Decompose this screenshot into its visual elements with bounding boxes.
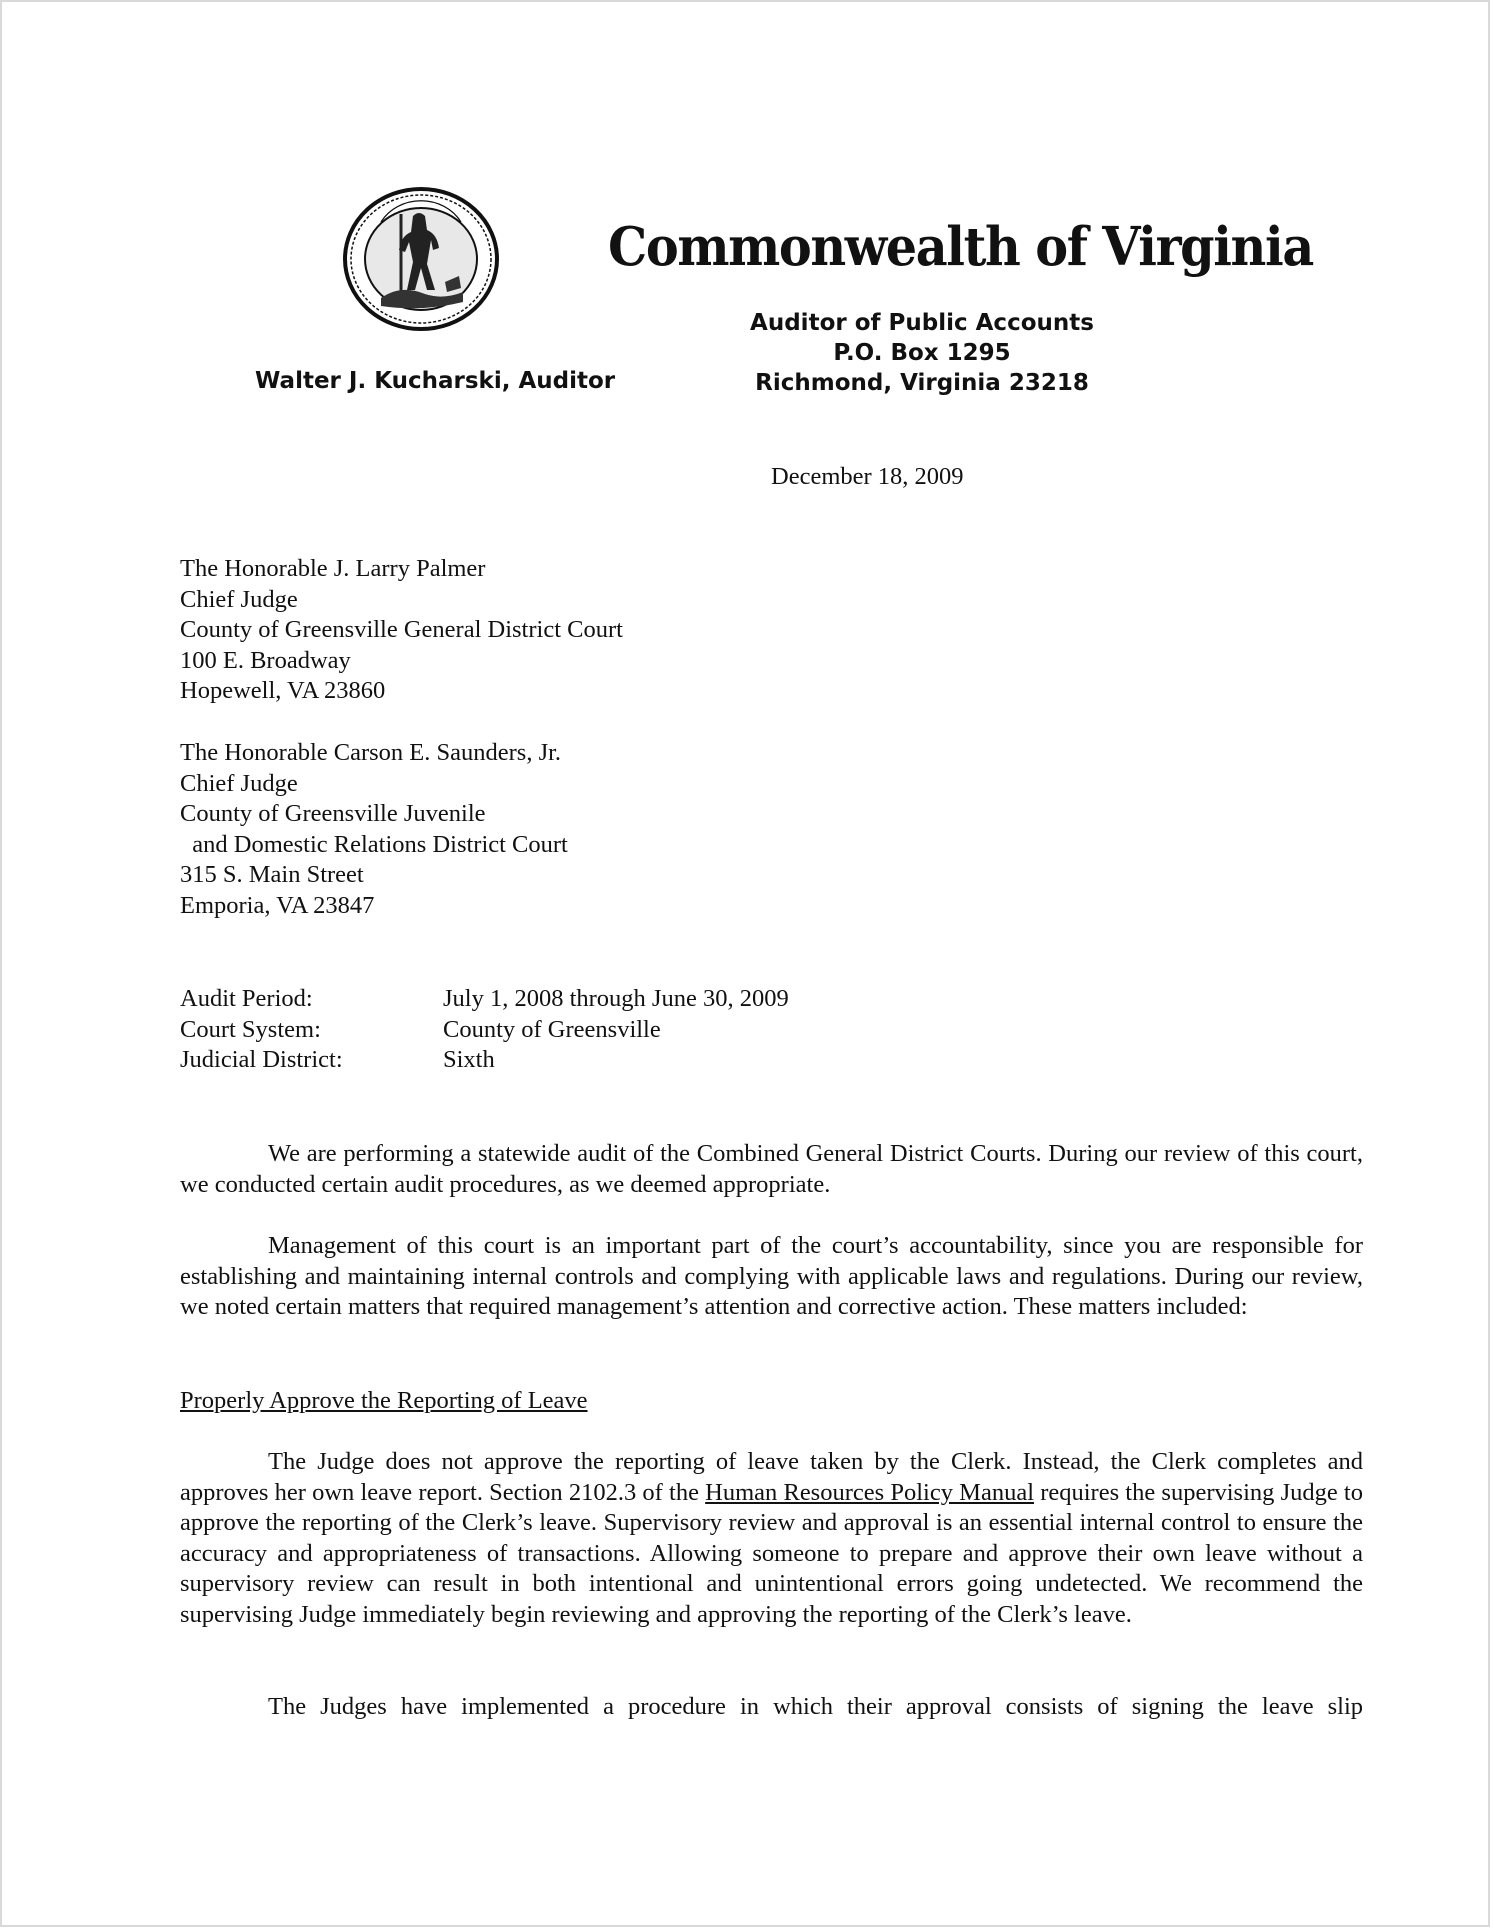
section-heading: Properly Approve the Reporting of Leave xyxy=(180,1387,588,1414)
auditor-name: Walter J. Kucharski, Auditor xyxy=(255,368,616,394)
recipient-block xyxy=(180,738,568,922)
paragraph-judges-procedure: The Judges have implemented a procedure in which their approval consists of signing the leave slip xyxy=(268,1693,1363,1720)
office-name: Auditor of Public Accounts xyxy=(750,310,1094,336)
recipient-line: Chief Judge xyxy=(180,769,298,797)
audit-info xyxy=(180,984,789,1076)
paragraph-text: requires the supervising Judge to approve the reporting of the Clerk’s leave. Supervisory review and approval is an essential internal control to ensure the accuracy and appropriateness of transactions. Allowing someone to prepare and approve their own leave without a supervisory review can result in both intentional and unintentional errors going undetected. We recommend the supervising Judge immediately begin reviewing and approving the reporting of the Clerk’s leave. xyxy=(180,1478,1363,1628)
recipient-line: The Honorable Carson E. Saunders, Jr. xyxy=(180,739,562,766)
recipient-line: 100 E. Broadway xyxy=(180,646,351,674)
letterhead-title: Commonwealth of Virginia xyxy=(608,216,1313,278)
recipient-line: Emporia, VA 23847 xyxy=(180,891,375,919)
recipient-line: Hopewell, VA 23860 xyxy=(180,677,386,705)
letter-date: December 18, 2009 xyxy=(771,463,964,490)
recipient-line: County of Greensville Juvenile xyxy=(180,800,486,828)
audit-info-row xyxy=(180,1045,789,1076)
virginia-seal-icon xyxy=(341,186,501,332)
paragraph-intro: We are performing a statewide audit of the Combined General District Courts. During our review of this court, we conducted certain audit procedures, as we deemed appropriate. xyxy=(180,1140,1363,1198)
audit-info-label: Judicial District: xyxy=(180,1046,343,1074)
audit-info-label: Court System: xyxy=(180,1015,321,1043)
recipient-block xyxy=(180,554,623,707)
audit-info-value: July 1, 2008 through June 30, 2009 xyxy=(443,985,789,1012)
audit-info-row xyxy=(180,1015,789,1046)
audit-info-value: Sixth xyxy=(443,1046,495,1074)
policy-manual-reference: Human Resources Policy Manual xyxy=(705,1478,1034,1506)
paragraph-leave-finding xyxy=(180,1447,1363,1631)
paragraph-management: Management of this court is an important part of the court’s accountability, since you are responsible for establishing and maintaining internal controls and complying with applicable laws and regulations. During our review, we noted certain matters that required management’s attention and corrective action. These matters included: xyxy=(180,1232,1363,1321)
recipient-line: and Domestic Relations District Court xyxy=(180,830,568,858)
audit-info-row xyxy=(180,984,789,1015)
office-city: Richmond, Virginia 23218 xyxy=(755,370,1089,396)
office-address xyxy=(742,308,1102,398)
recipient-line: County of Greensville General District Court xyxy=(180,616,623,644)
audit-info-value: County of Greensville xyxy=(443,1015,661,1043)
recipient-line: Chief Judge xyxy=(180,585,298,613)
recipient-line: 315 S. Main Street xyxy=(180,861,364,889)
recipient-line: The Honorable J. Larry Palmer xyxy=(180,555,486,582)
office-po-box: P.O. Box 1295 xyxy=(833,340,1011,366)
paragraph-text: The Judge does not approve the reporting of leave taken by the Clerk. Instead, the Clerk completes and approves her own leave report. Section 2102.3 of the xyxy=(180,1448,1363,1506)
audit-info-label: Audit Period: xyxy=(180,985,313,1012)
